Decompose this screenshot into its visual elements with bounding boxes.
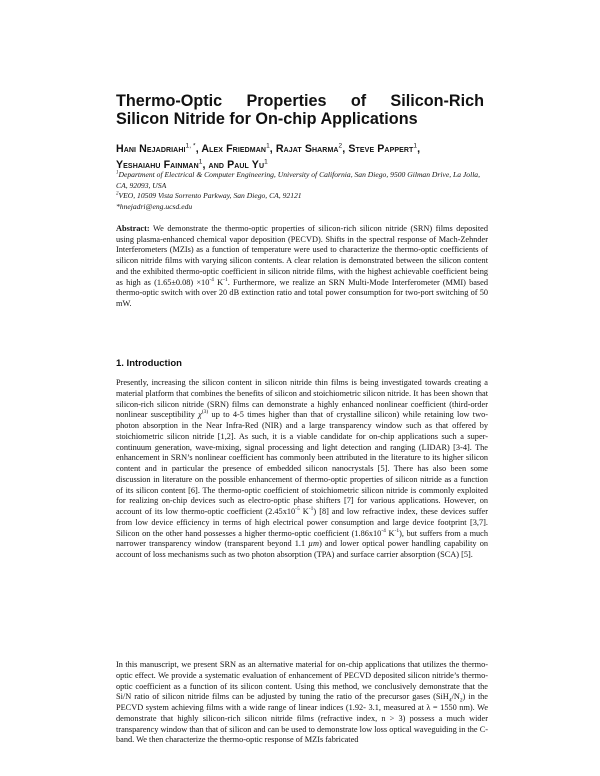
author-separator: , [417, 143, 421, 155]
math-unit: µm [308, 539, 320, 549]
author-separator: , [342, 143, 349, 155]
title-word: Silicon-Rich [390, 92, 484, 110]
abstract-text: K [213, 277, 224, 287]
affiliation-text: VEO, 10509 Vista Sorrento Parkway, San Diego, CA, 92121 [118, 191, 302, 201]
abstract [116, 224, 488, 310]
author-affiliation-mark: 2 [338, 142, 343, 150]
abstract-exponent: -1 [223, 276, 228, 283]
author-name: Alex Friedman [201, 143, 267, 155]
abstract-text: . Furthermore, we realize an SRN Multi-Mode Interferometer (MMI) based thermo-optic switch with over 20 dB extinction ratio and total power consumption for two-port switching of 50 mW. [116, 277, 488, 308]
author-affiliation-mark: 1 [413, 142, 418, 150]
abstract-text: We demonstrate the thermo-optic properties of silicon-rich silicon nitride (SRN) films deposited using plasma-enhanced chemical vapor deposition (PECVD). Shifts in the spectral response of Mach-Zehnder Interferometers (MZIs) as a function of temperature were used to characterize the thermo-optic coefficients of silicon nitride films with varying silicon contents. A clear relation is demonstrated between the silicon content and the exhibited thermo-optic coefficient in silicon nitride films, with the highest achievable coefficient being as high as (1.65±0.08) ×10 [116, 224, 488, 287]
intro-paragraph-1 [116, 378, 488, 561]
abstract-exponent: -4 [209, 276, 214, 283]
author-affiliation-mark: 1 [266, 142, 270, 150]
author-name: Paul Yu [227, 159, 265, 171]
title-line-2: Silicon Nitride for On-chip Applications [116, 110, 418, 128]
affiliation-text: Department of Electrical & Computer Engineering, University of California, San Diego, 9500 Gilman Drive, La Jolla, CA, 92093, USA [116, 170, 481, 190]
paragraph-text: up to 4-5 times higher than that of crystalline silicon) while retaining low two-photon absorption in the Near Infra-Red (NIR) and a large transparency window such as that offered by stoichiometric silicon nitride [1,2]. As such, it is a viable candidate for on-chip applications such a super-continuum generation, wave-mixing, signal processing and light detection and ranging (LIDAR) [3-4]. The enhancement in SRN’s nonlinear coefficient has commonly been attributed in the literature to its higher silicon content and in particular the presence of embedded silicon nanocrystals [5]. There has also been some discussion in literature on the possible enhancement of thermo-optic properties of silicon nitride as a function of its silicon content [6]. The thermo-optic coefficient of stoichiometric silicon nitride is commonly exploited for realizing on-chip devices such as electro-optic phase shifters [7] for various applications. However, on account of its low thermo-optic coefficient (2.45x10 [116, 410, 488, 516]
math-superscript: -1 [308, 506, 314, 513]
title-word: Properties [246, 92, 327, 110]
author-separator: , [195, 143, 202, 155]
author-affiliation-mark: 1, * [185, 142, 196, 150]
author-affiliation-mark: 1 [198, 158, 203, 166]
paragraph-text: ) [8] and low refractive index, these devices suffer from low device efficiency in terms of high electrical power consumption and large device footprint [3,7]. Silicon on the other hand possesses a higher thermo-optic coefficient (1.86x10 [116, 507, 488, 538]
math-superscript: -1 [394, 527, 400, 534]
author-name: Yeshaiahu Fainman [116, 159, 199, 171]
paragraph-text: In this manuscript, we present SRN as an alternative material for on-chip applications that utilizes the thermo-optic effect. We provide a systematic evaluation of enhancement of PECVD deposited silicon nitride’s thermo-optic coefficient as a function of its silicon content. Using this method, we conclusively demonstrate that the Si/N ratio of silicon nitride films can be adjusted by tuning the ratio of the precursor gases (SiH [116, 660, 488, 702]
paragraph-text: ) and lower optical power handling capability on account of loss mechanisms such as two photon absorption (TPA) and surface carrier absorption (SCA) [5]. [116, 539, 488, 559]
section-heading-introduction: 1. Introduction [116, 358, 182, 369]
paragraph-text: K [299, 507, 309, 516]
math-superscript: -4 [381, 527, 386, 534]
paragraph-text: /N [451, 692, 460, 702]
author-separator: , and [202, 159, 228, 171]
paper-title [116, 92, 484, 128]
title-word: Thermo-Optic [116, 92, 223, 110]
author-separator: , [269, 143, 276, 155]
paragraph-text: ), but suffers from a much narrower transparency window (transparent beyond 1.1 [116, 528, 488, 549]
author-list [116, 141, 492, 176]
author-affiliation-mark: 1 [264, 158, 268, 166]
intro-paragraph-2 [116, 660, 488, 746]
affiliation-mark: 2 [116, 191, 119, 197]
math-superscript: -5 [295, 506, 300, 513]
author-name: Steve Pappert [348, 143, 414, 155]
email-text: *hnejadri@eng.ucsd.edu [116, 201, 193, 211]
affiliation-2 [116, 191, 492, 202]
title-word: of [350, 92, 367, 110]
affiliation-1 [116, 170, 492, 191]
author-name: Rajat Sharma [275, 143, 339, 155]
paragraph-text: ) in the PECVD system achieving films with a wide range of linear indices (1.92- 3.1, measured at λ = 1550 nm). We demonstrate that highly silicon-rich silicon nitride films (refractive index, n > 3) possess a much wider transparency window than that of silicon and can be used to demonstrate low loss optical waveguiding in the C-band. We then characterize the thermo-optic response of MZIs fabricated [116, 692, 488, 745]
math-subscript: 2 [459, 697, 463, 704]
math-subscript: 4 [448, 697, 452, 704]
abstract-label: Abstract: [116, 224, 150, 233]
math-superscript: (3) [201, 409, 209, 416]
affiliations [116, 170, 492, 212]
affiliation-mark: 1 [116, 170, 119, 176]
paragraph-text: Presently, increasing the silicon content in silicon nitride thin films is being investigated towards creating a material platform that combines the benefits of silicon and stoichiometric silicon nitride. It has been shown that silicon-rich silicon nitride (SRN) films can demonstrate a highly enhanced nonlinear coefficient (third-order nonlinear susceptibility [116, 378, 488, 420]
paragraph-text: K [385, 528, 395, 538]
math-symbol: χ [198, 410, 202, 420]
title-line-1 [116, 92, 484, 110]
corresponding-email [116, 202, 492, 213]
author-name: Hani Nejadriahi [116, 143, 186, 155]
